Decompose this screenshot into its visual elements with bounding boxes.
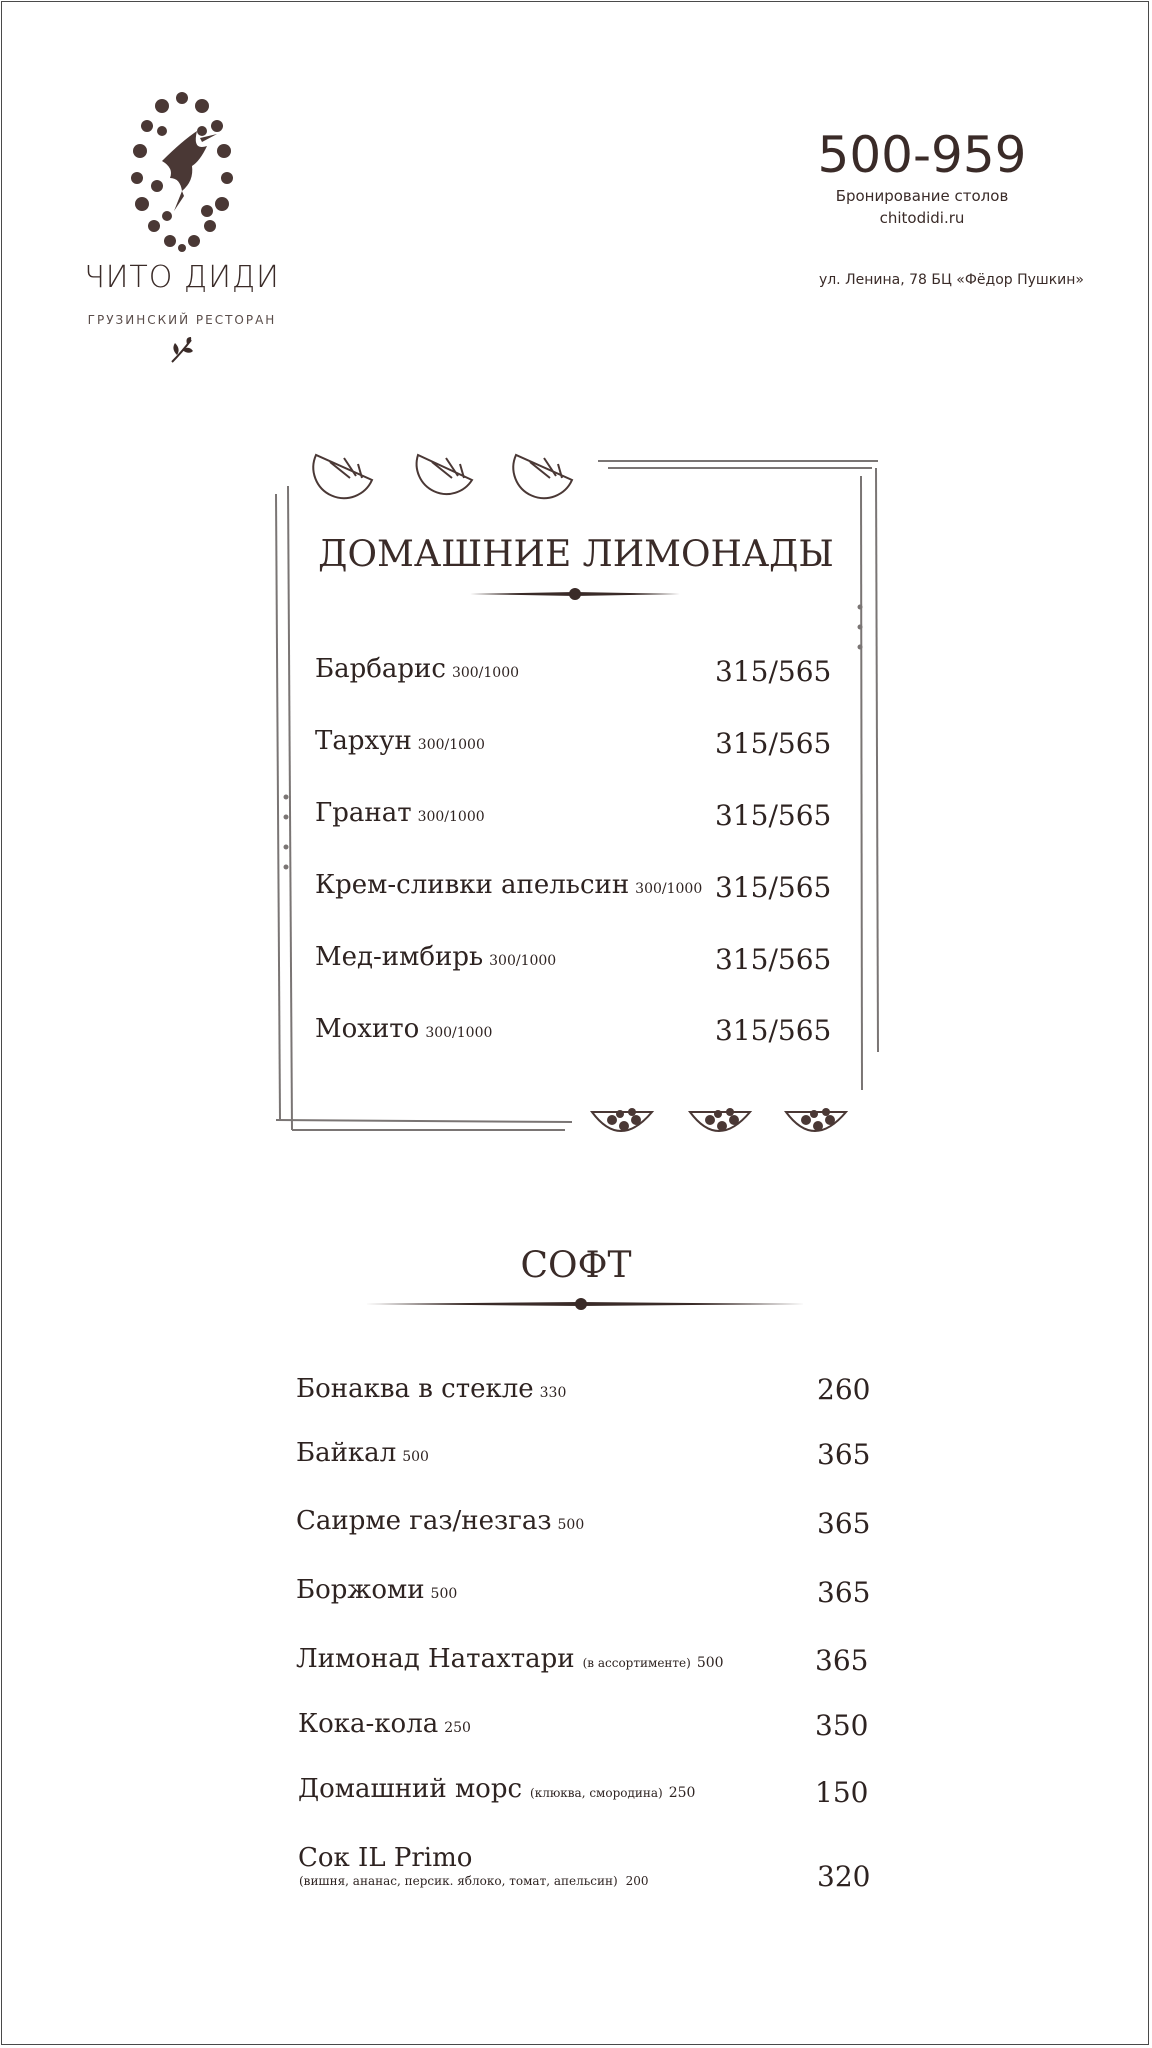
item-volume: 500 [430,1586,458,1602]
item-volume: 200 [625,1874,649,1888]
item-name: Мохито [315,1014,420,1044]
item-name: Кока-кола [298,1709,439,1739]
item-price: 150 [815,1776,869,1809]
item-name: Мед-имбирь [315,942,484,972]
soft-title-divider [360,1296,810,1312]
item-name: Гранат [315,798,412,828]
item-volume: 250 [668,1785,696,1801]
item-volume: 300/1000 [489,953,557,969]
item-volume: 300/1000 [425,1025,493,1041]
list-item [315,654,519,684]
brand-subtitle: ГРУЗИНСКИЙ РЕСТОРАН [87,313,277,327]
item-volume: 330 [539,1385,567,1401]
item-volume: 300/1000 [417,737,485,753]
item-price: 365 [817,1507,871,1540]
item-price: 315/565 [715,1014,832,1047]
item-name: Крем-сливки апельсин [315,870,630,900]
item-price: 315/565 [715,943,832,976]
item-volume: 250 [444,1720,471,1736]
item-name: Домашний морс [298,1774,523,1804]
item-volume: 300/1000 [451,665,520,681]
item-price: 315/565 [715,655,832,688]
lemonades-title: ДОМАШНИЕ ЛИМОНАДЫ [318,534,834,575]
address: ул. Ленина, 78 БЦ «Фёдор Пушкин» [818,272,1084,288]
brand-name: ЧИТО ДИДИ [84,260,280,295]
booking-label: Бронирование столов [835,187,1009,205]
item-subline [299,1874,649,1888]
list-item [298,1709,471,1739]
list-item [315,1014,492,1044]
list-item [296,1506,584,1536]
item-name: Тархун [315,726,412,756]
item-price: 320 [817,1860,871,1893]
list-item [296,1575,457,1605]
list-item [315,942,556,972]
item-volume: 500 [696,1655,724,1671]
item-name: Лимонад Натахтари [296,1644,575,1674]
item-note: (клюква, смородина) [530,1786,663,1800]
item-volume: 300/1000 [635,881,703,897]
item-volume: 500 [557,1517,585,1533]
item-price: 260 [817,1373,871,1406]
item-volume: 500 [402,1449,429,1465]
item-note: (вишня, ананас, персик. яблоко, томат, апельсин) [299,1874,618,1888]
item-volume: 300/1000 [417,809,485,825]
item-price: 365 [817,1576,871,1609]
item-name: Байкал [296,1438,397,1468]
list-item [296,1438,429,1468]
soft-title: СОФТ [520,1245,632,1286]
item-price: 365 [815,1644,869,1677]
list-item [298,1843,472,1873]
list-item [296,1374,566,1404]
list-item [315,870,702,900]
item-name: Боржоми [296,1575,425,1605]
item-note: (в ассортименте) [582,1656,691,1670]
item-name: Сок IL Primo [298,1843,473,1873]
item-price: 350 [815,1709,869,1742]
list-item [296,1644,724,1674]
item-price: 315/565 [715,799,832,832]
list-item [298,1774,695,1804]
item-name: Саирме газ/незгаз [296,1506,552,1536]
phone-number[interactable]: 500-959 [817,126,1027,184]
item-price: 315/565 [715,871,832,904]
list-item [315,726,485,756]
item-price: 315/565 [715,727,832,760]
item-price: 365 [817,1438,871,1471]
item-name: Бонаква в стекле [296,1374,534,1404]
item-name: Барбарис [315,654,446,684]
lemon-slice-icon [313,455,572,498]
website-link[interactable]: chitodidi.ru [879,209,965,227]
lemonade-title-divider [470,588,680,600]
list-item [315,798,485,828]
